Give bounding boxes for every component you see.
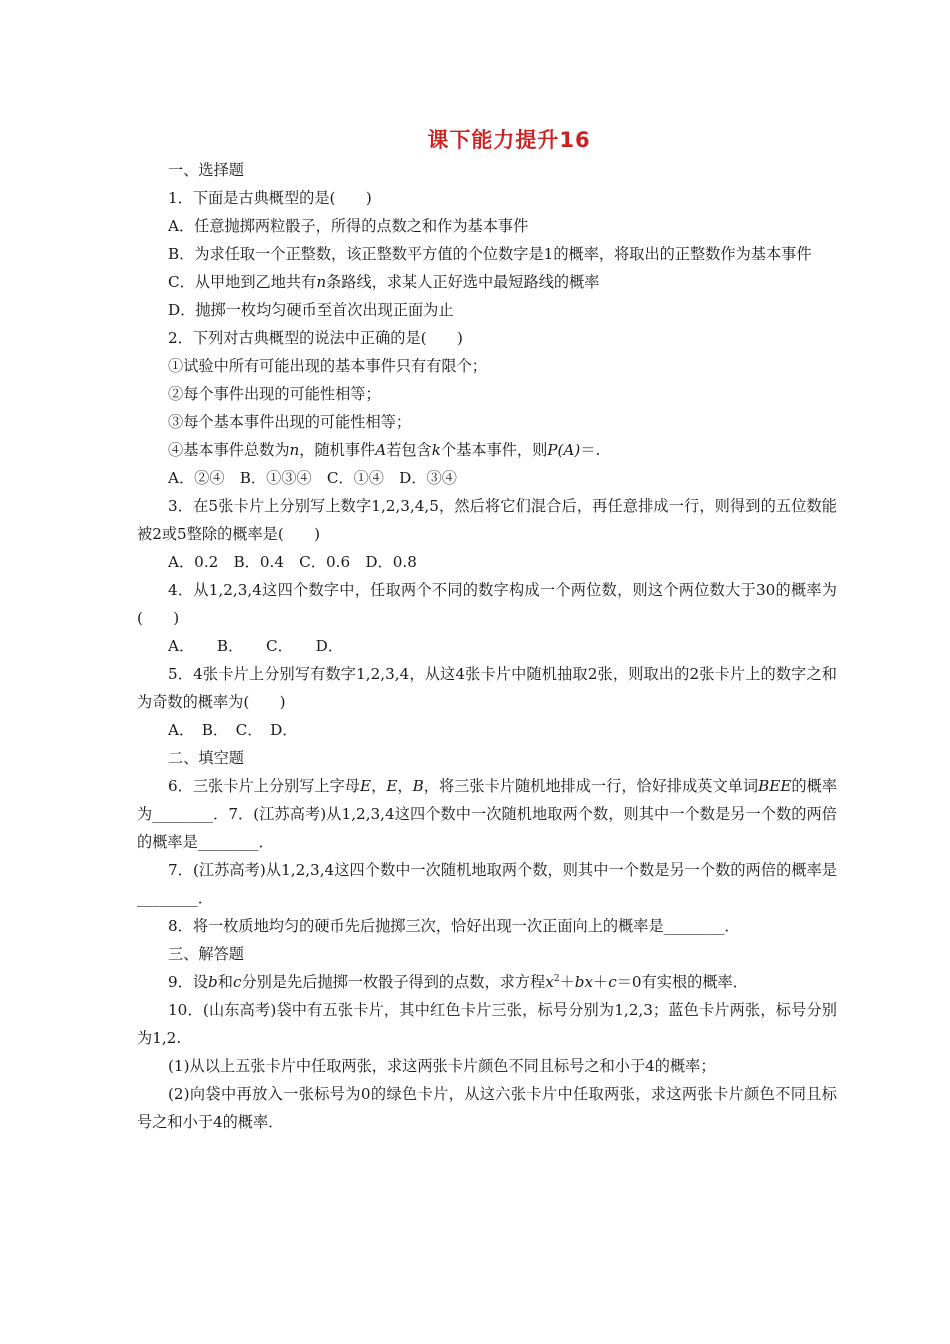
question-10-stem: 10．(山东高考)袋中有五张卡片，其中红色卡片三张，标号分别为1,2,3；蓝色卡片两张，标号分别为1,2. [137,1001,837,1047]
question-1-option-b: B．为求任取一个正整数，该正整数平方值的个位数字是1的概率，将取出的正整数作为基本事件 [168,245,812,263]
word-bee: BEE [758,777,792,795]
text-fragment: ＝0有实根的概率． [616,973,748,991]
text-fragment: 9．设 [168,973,209,991]
section-heading-solve: 三、解答题 [168,945,244,963]
text-fragment: 和 [217,973,233,991]
letter-e: E [360,777,372,795]
section-heading-choice: 一、选择题 [168,161,244,179]
variable-a: A [375,441,387,459]
variable-n: n [289,441,300,459]
text-fragment: 若包含 [386,441,432,459]
operator: ＋ [559,973,575,991]
question-4-stem: 4．从1,2,3,4这四个数字中，任取两个不同的数字构成一个两位数，则这个两位数大于30的概率为( ) [137,581,837,627]
question-4-options: A． B． C． D． [168,637,344,655]
question-5-options: A． B． C． D． [168,721,298,739]
text-fragment: ④基本事件总数为 [168,441,290,459]
letter-e: E [386,777,398,795]
text-fragment: 的概率为________．7．(江苏高考)从1,2,3,4这四个数中一次随机地取两个数，则其中一个数是另一个数的两倍的概率是________． [137,777,838,851]
text-fragment: 6．三张卡片上分别写上字母 [168,777,361,795]
text-fragment: ＝. [580,441,601,459]
question-6 [137,772,837,856]
exponent: 2 [553,973,560,984]
question-1-option-d: D．抛掷一枚均匀硬币至首次出现正面为止 [168,301,454,319]
question-2-item-2: ②每个事件出现的可能性相等； [168,385,381,403]
text-fragment: ，将三张卡片随机地排成一行，恰好排成英文单词 [423,777,759,795]
variable-c: c [608,973,617,991]
operator: ＋ [593,973,609,991]
question-10-part-2: (2)向袋中再放入一张标号为0的绿色卡片，从这六张卡片中任取两张，求这两张卡片颜色不同且标号之和小于4的概率． [137,1085,837,1131]
variable-k: k [431,441,441,459]
question-2-item-1: ①试验中所有可能出现的基本事件只有有限个； [168,357,487,375]
variable-n: n [316,273,327,291]
question-2-item-3: ③每个基本事件出现的可能性相等； [168,413,411,431]
separator: ， [397,777,413,795]
document-body [137,156,837,1136]
variable-b: b [208,973,218,991]
letter-b: B [412,777,424,795]
question-5-stem: 5．4张卡片上分别写有数字1,2,3,4，从这4张卡片中随机抽取2张，则取出的2张卡片上的数字之和为奇数的概率为( ) [137,665,837,711]
question-1-option-c [137,268,837,296]
question-2-options: A．②④ B．①③④ C．①④ D．③④ [168,469,457,487]
question-7: 7．(江苏高考)从1,2,3,4这四个数中一次随机地取两个数，则其中一个数是另一个数的两倍的概率是________． [137,861,837,907]
term-bx: bx [574,973,594,991]
question-10-part-1: (1)从以上五张卡片中任取两张，求这两张卡片颜色不同且标号之和小于4的概率； [168,1057,716,1075]
question-9 [137,968,837,996]
question-2-item-4 [137,436,837,464]
separator: ， [371,777,387,795]
question-1-option-a: A．任意抛掷两粒骰子，所得的点数之和作为基本事件 [168,217,529,235]
question-3-options: A．0.2 B．0.4 C．0.6 D．0.8 [168,553,417,571]
question-2-stem: 2．下列对古典概型的说法中正确的是( ) [168,329,463,347]
option-c-prefix: C．从甲地到乙地共有 [168,273,317,291]
question-1-stem: 1．下面是古典概型的是( ) [168,189,372,207]
text-fragment: 分别是先后抛掷一枚骰子得到的点数，求方程 [241,973,546,991]
variable-c: c [232,973,242,991]
page-title: 课下能力提升16 [427,128,591,152]
question-8: 8．将一枚质地均匀的硬币先后抛掷三次，恰好出现一次正面向上的概率是________． [168,917,740,935]
probability-expression: P(A) [547,441,581,459]
section-heading-fill: 二、填空题 [168,749,244,767]
text-fragment: 个基本事件，则 [440,441,548,459]
option-c-suffix: 条路线，求某人正好选中最短路线的概率 [326,273,600,291]
text-fragment: ，随机事件 [299,441,376,459]
variable-x: x [545,973,554,991]
question-3-stem: 3．在5张卡片上分别写上数字1,2,3,4,5，然后将它们混合后，再任意排成一行，则得到的五位数能被2或5整除的概率是( ) [137,497,837,543]
